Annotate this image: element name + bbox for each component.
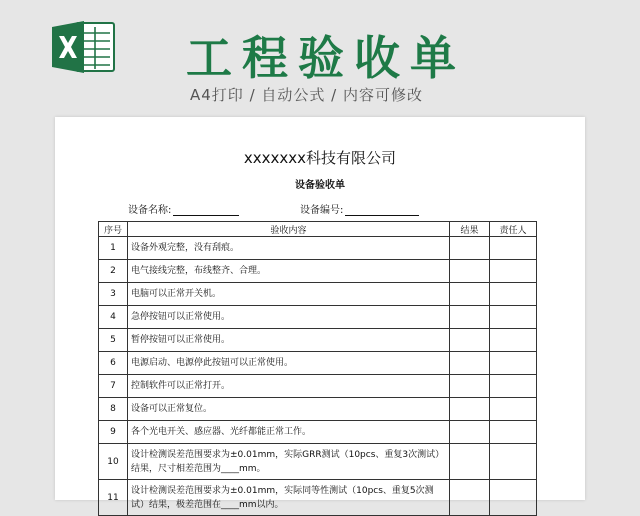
table-row: [99, 375, 537, 398]
table-row: [99, 237, 537, 260]
row-owner[interactable]: [490, 398, 537, 421]
row-result[interactable]: [450, 260, 490, 283]
excel-logo-icon: [50, 19, 116, 75]
row-owner[interactable]: [490, 352, 537, 375]
row-no: 11: [99, 480, 128, 516]
row-result[interactable]: [450, 398, 490, 421]
row-no: 10: [99, 444, 128, 480]
row-owner[interactable]: [490, 480, 537, 516]
row-result[interactable]: [450, 352, 490, 375]
row-result[interactable]: [450, 421, 490, 444]
table-row: [99, 283, 537, 306]
row-owner[interactable]: [490, 329, 537, 352]
row-result[interactable]: [450, 283, 490, 306]
row-result[interactable]: [450, 375, 490, 398]
inspection-table: [98, 221, 537, 516]
row-owner[interactable]: [490, 283, 537, 306]
row-owner[interactable]: [490, 421, 537, 444]
row-content: 设计检测误差范围要求为±0.01mm，实际GRR测试（10pcs、重复3次测试）结果，尺寸相差范围为____mm。: [128, 444, 450, 480]
table-row: [99, 329, 537, 352]
row-result[interactable]: [450, 237, 490, 260]
table-row: [99, 306, 537, 329]
device-name-field: [128, 201, 239, 216]
table-row: [99, 352, 537, 375]
row-owner[interactable]: [490, 237, 537, 260]
banner-title: 工程验收单: [186, 31, 466, 85]
device-number-field: [300, 201, 419, 216]
document-page: [55, 117, 585, 510]
table-row: [99, 480, 537, 516]
row-content: 电气接线完整，布线整齐、合理。: [128, 260, 450, 283]
row-content: 暂停按钮可以正常使用。: [128, 329, 450, 352]
row-no: 3: [99, 283, 128, 306]
row-no: 6: [99, 352, 128, 375]
row-result[interactable]: [450, 444, 490, 480]
row-no: 9: [99, 421, 128, 444]
row-no: 1: [99, 237, 128, 260]
banner-subtitle: A4打印 / 自动公式 / 内容可修改: [190, 86, 423, 104]
row-content: 电脑可以正常开关机。: [128, 283, 450, 306]
header-owner: 责任人: [490, 222, 537, 237]
header-no: 序号: [99, 222, 128, 237]
row-result[interactable]: [450, 329, 490, 352]
row-content: 急停按钮可以正常使用。: [128, 306, 450, 329]
device-number-label: 设备编号:: [300, 205, 344, 216]
device-name-label: 设备名称:: [128, 205, 172, 216]
header-banner: [0, 0, 640, 115]
device-number-blank[interactable]: [345, 206, 419, 216]
row-owner[interactable]: [490, 444, 537, 480]
row-no: 5: [99, 329, 128, 352]
row-result[interactable]: [450, 480, 490, 516]
row-owner[interactable]: [490, 306, 537, 329]
row-result[interactable]: [450, 306, 490, 329]
table-row: [99, 398, 537, 421]
row-content: 设备可以正常复位。: [128, 398, 450, 421]
company-name: xxxxxxx科技有限公司: [243, 149, 397, 167]
table-row: [99, 260, 537, 283]
form-title: 设备验收单: [295, 180, 345, 191]
row-content: 控制软件可以正常打开。: [128, 375, 450, 398]
row-owner[interactable]: [490, 260, 537, 283]
row-content: 电源启动、电源停此按钮可以正常使用。: [128, 352, 450, 375]
row-no: 4: [99, 306, 128, 329]
header-content: 验收内容: [128, 222, 450, 237]
table-row: [99, 421, 537, 444]
row-no: 7: [99, 375, 128, 398]
table-row: [99, 444, 537, 480]
device-name-blank[interactable]: [173, 206, 239, 216]
row-content: 各个光电开关、感应器、光纤都能正常工作。: [128, 421, 450, 444]
header-result: 结果: [450, 222, 490, 237]
row-no: 2: [99, 260, 128, 283]
row-no: 8: [99, 398, 128, 421]
row-content: 设计检测误差范围要求为±0.01mm，实际同等性测试（10pcs、重复5次测试）结果，极差范围在____mm以内。: [128, 480, 450, 516]
row-owner[interactable]: [490, 375, 537, 398]
row-content: 设备外观完整，没有刮痕。: [128, 237, 450, 260]
table-header-row: [99, 222, 537, 237]
